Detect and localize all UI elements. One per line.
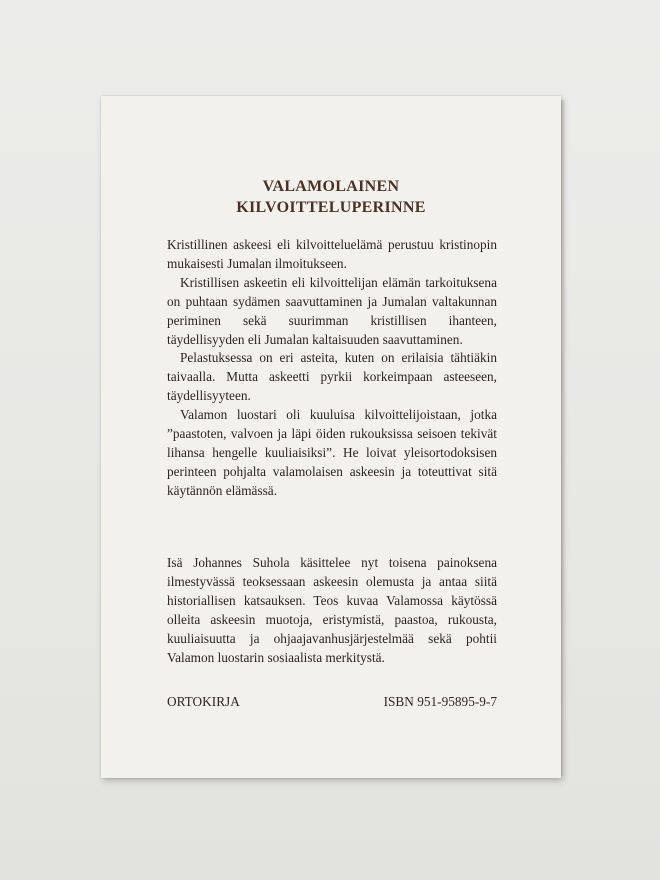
paragraph-3: Pelastuksessa on eri asteita, kuten on erilaisia tähtiäkin taivaalla. Mutta askeetti pyrkii korkeimpaan asteeseen, täydellisyyteen. — [167, 350, 497, 404]
description-paragraph: Isä Johannes Suhola käsittelee nyt toisena painoksena ilmestyvässä teoksessaan askeesin olemusta ja antaa siitä historiallisen katsauksen. Teos kuvaa Valamossa käytössä olleita askeesin muotoja, eristymistä, paastoa, rukousta, kuuliaisuutta ja ohjaajavanhusjärjestelmää sekä pohtii Valamon luostarin sosiaalista merkitystä. — [167, 555, 497, 665]
paragraph-1: Kristillinen askeesi eli kilvoitteluelämä perustuu kristinopin mukaisesti Jumalan ilmoitukseen. — [167, 237, 497, 271]
paragraph-2: Kristillisen askeetin eli kilvoittelijan elämän tarkoituksena on puhtaan sydämen saavuttaminen ja Jumalan valtakunnan periminen sekä suurimman kristillisen ihanteen, täydellisyyden eli Jumalan kaltaisuuden saavuttaminen. — [167, 274, 497, 347]
cover-footer — [167, 692, 497, 711]
publisher-name: ORTOKIRJA — [167, 694, 240, 709]
main-text-block — [167, 236, 497, 501]
paragraph-4: Valamon luostari oli kuuluisa kilvoittelijoistaan, jotka ”paastoten, valvoen ja läpi öiden rukouksissa seisoen tekivät lihansa hengelle kuuliaisiksi”. He loivat yleisortodoksisen perinteen pohjalta valamolaisen askeesin ja toteuttivat sitä käytännön elämässä. — [167, 407, 497, 498]
title-line-1: VALAMOLAINEN — [262, 178, 400, 195]
book-back-cover — [101, 96, 561, 778]
description-block — [167, 554, 497, 667]
book-title — [101, 176, 561, 218]
title-line-2: KILVOITTELUPERINNE — [236, 199, 426, 216]
isbn-number: ISBN 951-95895-9-7 — [383, 694, 497, 709]
book-page-edge — [561, 100, 565, 776]
